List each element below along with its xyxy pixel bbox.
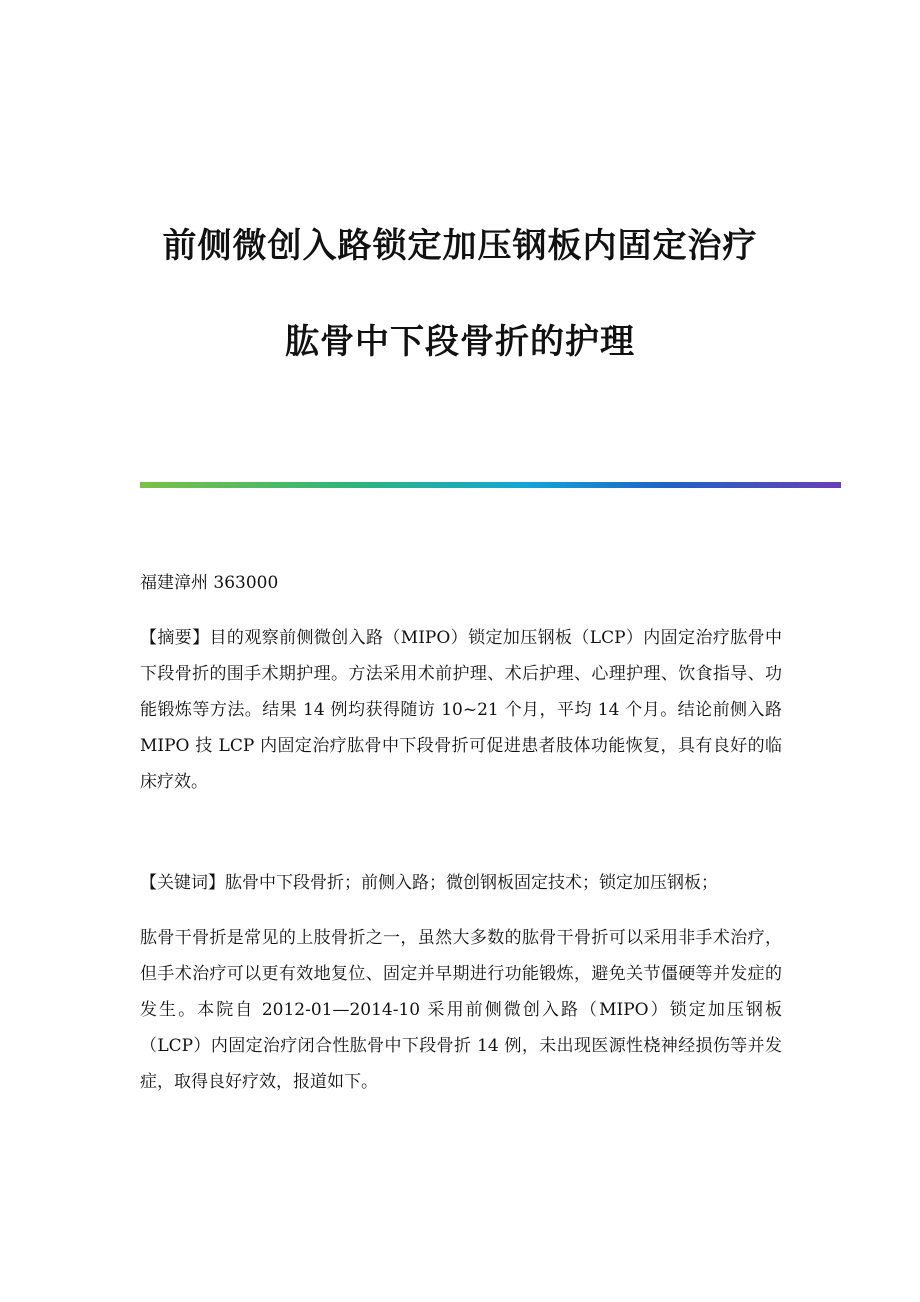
introduction-paragraph: 肱骨干骨折是常见的上肢骨折之一，虽然大多数的肱骨干骨折可以采用非手术治疗，但手术治疗可以更有效地复位、固定并早期进行功能锻炼，避免关节僵硬等并发症的发生。本院自 2012-01—2014-10 采用前侧微创入路（MIPO）锁定加压钢板（LCP）内固定治疗闭合性肱骨中下段骨折 14 例，未出现医源性桡神经损伤等并发症，取得良好疗效，报道如下。: [140, 928, 782, 1092]
gradient-divider: [140, 482, 841, 488]
document-title-line2: 肱骨中下段骨折的护理: [285, 322, 635, 362]
keywords-paragraph: 【关键词】肱骨中下段骨折；前侧入路；微创钢板固定技术；锁定加压钢板；: [140, 873, 718, 893]
document-title-line1: 前侧微创入路锁定加压钢板内固定治疗: [162, 226, 758, 266]
author-address: 福建漳州 363000: [140, 573, 279, 593]
abstract-paragraph: 【摘要】目的观察前侧微创入路（MIPO）锁定加压钢板（LCP）内固定治疗肱骨中下段骨折的围手术期护理。方法采用术前护理、术后护理、心理护理、饮食指导、功能锻炼等方法。结果 14 例均获得随访 10~21 个月，平均 14 个月。结论前侧入路 MIPO 技 LCP 内固定治疗肱骨中下段骨折可促进患者肢体功能恢复，具有良好的临床疗效。: [140, 628, 782, 792]
